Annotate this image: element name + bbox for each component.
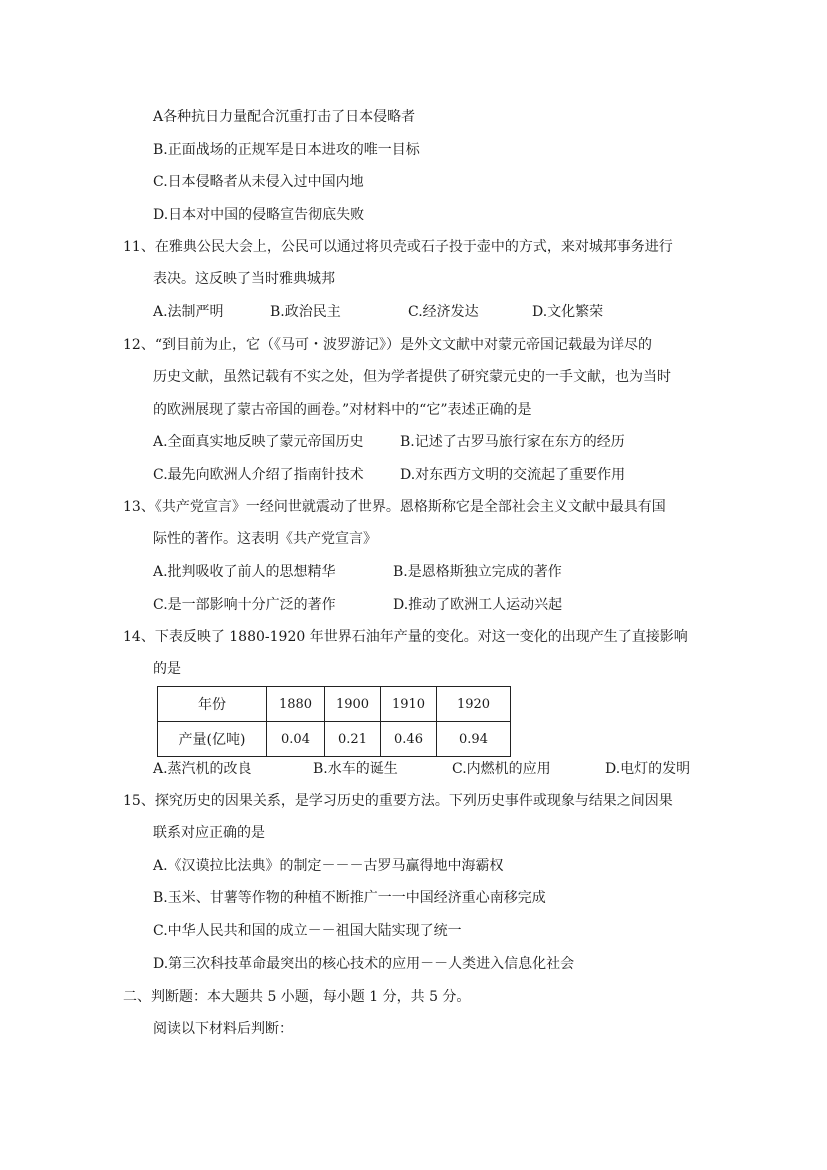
q13-option-a: A.批判吸收了前人的思想精华 xyxy=(153,564,336,580)
q15-option-a: A.《汉谟拉比法典》的制定－－－古罗马赢得地中海霸权 xyxy=(153,858,504,874)
q11-stem-line1: 11、在雅典公民大会上，公民可以通过将贝壳或石子投于壶中的方式，来对城邦事务进行 xyxy=(123,239,673,255)
q12-option-d: D.对东西方文明的交流起了重要作用 xyxy=(400,467,626,483)
table-cell: 1880 xyxy=(267,687,325,722)
table-row xyxy=(158,722,511,757)
q13-option-c: C.是一部影响十分广泛的著作 xyxy=(153,597,336,613)
q14-option-c: C.内燃机的应用 xyxy=(452,761,551,777)
section2-heading: 二、判断题：本大题共 5 小题，每小题 1 分，共 5 分。 xyxy=(123,989,471,1005)
q10-option-a: A各种抗日力量配合沉重打击了日本侵略者 xyxy=(153,109,416,125)
q12-stem-line3: 的欧洲展现了蒙古帝国的画卷。”对材料中的“它”表述正确的是 xyxy=(153,402,532,418)
q15-stem-line1: 15、探究历史的因果关系，是学习历史的重要方法。下列历史事件或现象与结果之间因果 xyxy=(123,793,673,809)
q12-option-c: C.最先向欧洲人介绍了指南针技术 xyxy=(153,467,364,483)
q14-stem-line2: 的是 xyxy=(153,661,181,677)
q11-option-a: A.法制严明 xyxy=(153,304,224,320)
q13-stem-line2: 际性的著作。这表明《共产党宣言》 xyxy=(153,531,377,547)
q12-option-b: B.记述了古罗马旅行家在东方的经历 xyxy=(400,434,625,450)
q14-stem-line1: 14、下表反映了 1880-1920 年世界石油年产量的变化。对这一变化的出现产生了直接影响 xyxy=(123,629,688,645)
q14-option-b: B.水车的诞生 xyxy=(313,761,398,777)
q13-option-b: B.是恩格斯独立完成的著作 xyxy=(393,564,562,580)
q14-option-a: A.蒸汽机的改良 xyxy=(153,761,252,777)
table-cell: 1920 xyxy=(437,687,511,722)
q15-stem-line2: 联系对应正确的是 xyxy=(153,825,265,841)
q12-option-a: A.全面真实地反映了蒙元帝国历史 xyxy=(153,434,364,450)
table-cell: 0.21 xyxy=(325,722,381,757)
table-header-year: 年份 xyxy=(158,687,267,722)
table-row xyxy=(158,687,511,722)
section2-instruction: 阅读以下材料后判断： xyxy=(153,1021,293,1037)
q11-option-b: B.政治民主 xyxy=(270,304,341,320)
q15-option-b: B.玉米、甘薯等作物的种植不断推广一一中国经济重心南移完成 xyxy=(153,890,546,906)
q12-stem-line2: 历史文献，虽然记载有不实之处，但为学者提供了研究蒙元史的一手文献，也为当时 xyxy=(153,369,671,385)
table-cell: 1910 xyxy=(381,687,437,722)
q10-option-c: C.日本侵略者从未侵入过中国内地 xyxy=(153,174,364,190)
q10-option-d: D.日本对中国的侵略宣告彻底失败 xyxy=(153,207,365,223)
q13-stem-line1: 13、《共产党宣言》一经问世就震动了世界。恩格斯称它是全部社会主义文献中最具有国 xyxy=(123,499,666,515)
table-cell: 0.46 xyxy=(381,722,437,757)
oil-production-table xyxy=(157,686,511,757)
q11-stem-line2: 表决。这反映了当时雅典城邦 xyxy=(153,271,335,287)
q13-option-d: D.推动了欧洲工人运动兴起 xyxy=(393,597,563,613)
q14-option-d: D.电灯的发明 xyxy=(605,761,691,777)
table-header-output: 产量(亿吨) xyxy=(158,722,267,757)
table-cell: 1900 xyxy=(325,687,381,722)
q10-option-b: B.正面战场的正规军是日本进攻的唯一目标 xyxy=(153,142,420,158)
q15-option-d: D.第三次科技革命最突出的核心技术的应用－－人类进入信息化社会 xyxy=(153,956,575,972)
q15-option-c: C.中华人民共和国的成立－－祖国大陆实现了统一 xyxy=(153,923,462,939)
q11-option-d: D.文化繁荣 xyxy=(532,304,604,320)
q11-option-c: C.经济发达 xyxy=(408,304,479,320)
table-cell: 0.04 xyxy=(267,722,325,757)
table-cell: 0.94 xyxy=(437,722,511,757)
q12-stem-line1: 12、“到目前为止，它（《马可・波罗游记》）是外文文献中对蒙元帝国记载最为详尽的 xyxy=(123,337,652,353)
